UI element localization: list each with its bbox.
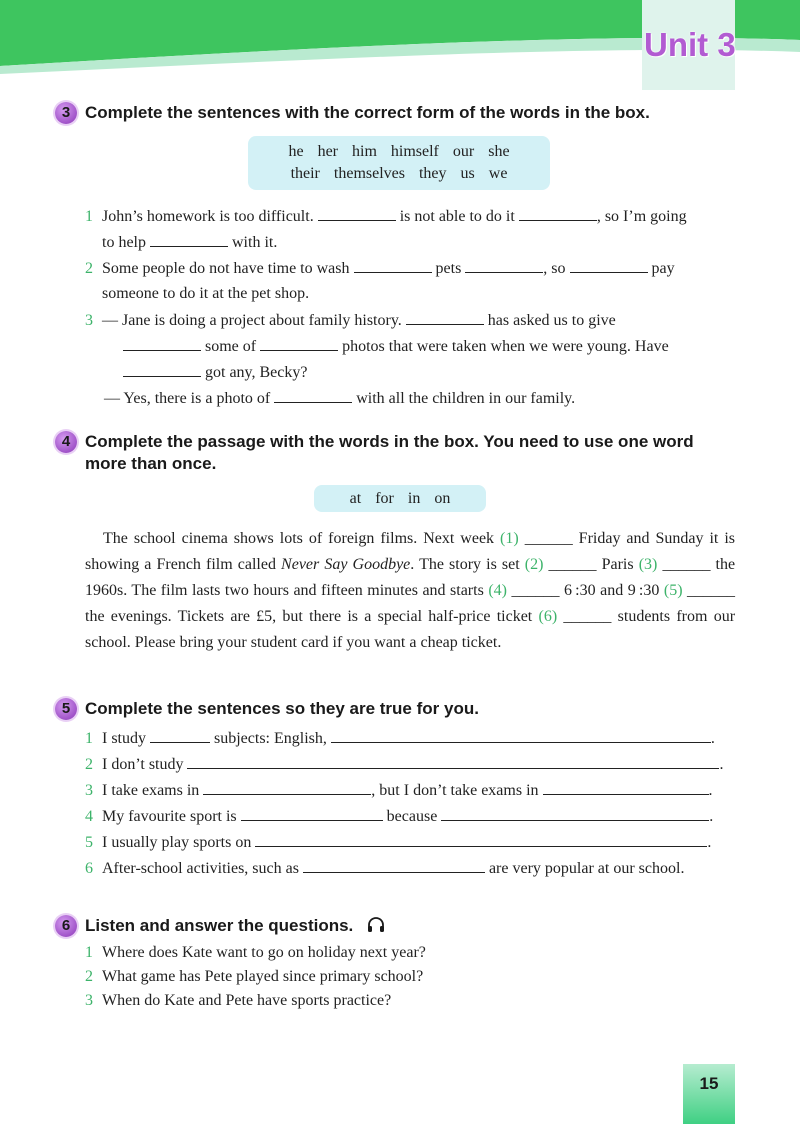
passage-text: . The story is set bbox=[410, 556, 520, 573]
box-word: in bbox=[407, 490, 421, 507]
item-number: 3 bbox=[85, 782, 93, 799]
item-number: 4 bbox=[85, 808, 93, 825]
item-text: pay bbox=[651, 260, 675, 277]
box-word: on bbox=[434, 490, 451, 507]
item-number: 1 bbox=[85, 944, 93, 961]
item-text: has asked us to give bbox=[487, 312, 616, 329]
passage-text: ______ the evenings. Tickets are £5, but there is a special half-price ticket bbox=[85, 582, 736, 625]
question-text: What game has Pete played since primary school? bbox=[102, 968, 424, 985]
answer-blank[interactable] bbox=[260, 336, 338, 351]
answer-blank[interactable] bbox=[543, 780, 709, 795]
box-word: for bbox=[375, 490, 394, 507]
box-word: we bbox=[488, 165, 508, 182]
box-word: us bbox=[460, 165, 475, 182]
item-text: John’s homework is too difficult. bbox=[102, 208, 314, 225]
s5-item-3 bbox=[85, 780, 713, 801]
item-text: , so bbox=[543, 260, 566, 277]
gap-number: (3) bbox=[638, 556, 658, 573]
s5-item-2 bbox=[85, 754, 723, 775]
item-number: 3 bbox=[85, 312, 93, 329]
headphones-icon[interactable] bbox=[366, 915, 386, 935]
question-text: When do Kate and Pete have sports practice? bbox=[102, 992, 392, 1009]
gap-number: (2) bbox=[524, 556, 544, 573]
s6-question-2 bbox=[85, 967, 423, 987]
section-3-word-box bbox=[248, 136, 550, 190]
box-word: their bbox=[290, 165, 320, 182]
item-text: . bbox=[719, 756, 724, 773]
answer-blank[interactable] bbox=[465, 258, 543, 273]
item-text: After-school activities, such as bbox=[102, 860, 299, 877]
answer-blank[interactable] bbox=[274, 388, 352, 403]
gap-number: (1) bbox=[500, 530, 519, 547]
item-text: — Yes, there is a photo of bbox=[104, 390, 271, 407]
section-4-number: 4 bbox=[55, 431, 77, 453]
passage-text: ______ Paris bbox=[548, 556, 634, 573]
section-4-title-line-1: Complete the passage with the words in the box. You need to use one word bbox=[85, 432, 694, 451]
s3-item-2-cont bbox=[102, 284, 309, 304]
section-4-word-box bbox=[314, 485, 486, 512]
s3-item-3-cont bbox=[123, 336, 669, 357]
answer-blank[interactable] bbox=[406, 310, 484, 325]
box-word: him bbox=[352, 143, 377, 160]
answer-blank[interactable] bbox=[187, 754, 719, 769]
item-text: is not able to do it bbox=[399, 208, 515, 225]
s6-question-3 bbox=[85, 991, 391, 1011]
section-3-number: 3 bbox=[55, 102, 77, 124]
gap-number: (4) bbox=[488, 582, 507, 599]
answer-blank[interactable] bbox=[570, 258, 648, 273]
film-title: Never Say Goodbye bbox=[281, 556, 411, 573]
box-word: himself bbox=[390, 143, 439, 160]
item-text: I study bbox=[102, 730, 146, 747]
section-4-passage bbox=[85, 526, 735, 656]
question-text: Where does Kate want to go on holiday next year? bbox=[102, 944, 426, 961]
passage-text: ______ 6 :30 and 9 :30 bbox=[511, 582, 660, 599]
item-text: I take exams in bbox=[102, 782, 200, 799]
answer-blank[interactable] bbox=[123, 362, 201, 377]
answer-blank[interactable] bbox=[318, 206, 396, 221]
item-text: photos that were taken when we were young. Have bbox=[342, 338, 669, 355]
box-word: our bbox=[452, 143, 475, 160]
answer-blank[interactable] bbox=[241, 806, 383, 821]
section-6-title: Listen and answer the questions. bbox=[85, 916, 354, 935]
gap-number: (5) bbox=[663, 582, 683, 599]
box-word: they bbox=[418, 165, 447, 182]
item-text: . bbox=[708, 782, 713, 799]
s3-item-3-cont2 bbox=[123, 362, 307, 383]
word-box-row-1 bbox=[248, 141, 550, 163]
passage-text: ______ Friday and Sunday it is showing a French film called bbox=[85, 530, 736, 573]
item-text: with it. bbox=[232, 234, 278, 251]
box-word: her bbox=[317, 143, 338, 160]
page-number-tab bbox=[683, 1064, 735, 1124]
item-text: . bbox=[707, 834, 712, 851]
answer-blank[interactable] bbox=[150, 728, 210, 743]
answer-blank[interactable] bbox=[203, 780, 371, 795]
answer-blank[interactable] bbox=[354, 258, 432, 273]
answer-blank[interactable] bbox=[255, 832, 707, 847]
item-text: are very popular at our school. bbox=[488, 860, 685, 877]
item-text: . bbox=[709, 808, 714, 825]
s3-item-3 bbox=[85, 310, 616, 331]
item-number: 2 bbox=[85, 260, 93, 277]
item-number: 3 bbox=[85, 992, 93, 1009]
item-text: Some people do not have time to wash bbox=[102, 260, 350, 277]
section-4-title-line-2: more than once. bbox=[85, 454, 217, 473]
section-3-title: Complete the sentences with the correct form of the words in the box. bbox=[85, 103, 650, 122]
s5-item-1 bbox=[85, 728, 715, 749]
gap-number: (6) bbox=[538, 608, 558, 625]
passage-text: ______ the 1960s. The film lasts two hours and fifteen minutes and starts bbox=[85, 556, 736, 599]
s5-item-4 bbox=[85, 806, 713, 827]
item-text: because bbox=[386, 808, 438, 825]
answer-blank[interactable] bbox=[519, 206, 597, 221]
item-text: pets bbox=[435, 260, 462, 277]
item-number: 1 bbox=[85, 208, 93, 225]
item-text: . bbox=[710, 730, 715, 747]
s3-item-3-reply bbox=[104, 388, 575, 409]
s5-item-5 bbox=[85, 832, 711, 853]
item-text: , so I’m going bbox=[596, 208, 687, 225]
section-5-number: 5 bbox=[55, 698, 77, 720]
passage-text: ______ students from our school. Please bring your student card if you want a cheap ticket. bbox=[85, 608, 736, 651]
s3-item-1-cont bbox=[102, 232, 277, 253]
item-number: 2 bbox=[85, 968, 93, 985]
item-text: , but I don’t take exams in bbox=[371, 782, 539, 799]
box-word: at bbox=[349, 490, 362, 507]
answer-blank[interactable] bbox=[441, 806, 709, 821]
s3-item-1 bbox=[85, 206, 687, 227]
answer-blank[interactable] bbox=[303, 858, 485, 873]
item-text: got any, Becky? bbox=[205, 364, 308, 381]
s6-question-1 bbox=[85, 943, 426, 963]
item-number: 2 bbox=[85, 756, 93, 773]
word-box-row-2 bbox=[248, 163, 550, 185]
unit-title: Unit 3 bbox=[644, 26, 736, 63]
box-word: themselves bbox=[333, 165, 405, 182]
item-text: with all the children in our family. bbox=[356, 390, 576, 407]
s5-item-6 bbox=[85, 858, 684, 879]
item-number: 6 bbox=[85, 860, 93, 877]
item-text: My favourite sport is bbox=[102, 808, 237, 825]
item-text: I usually play sports on bbox=[102, 834, 252, 851]
item-number: 5 bbox=[85, 834, 93, 851]
section-6-number: 6 bbox=[55, 915, 77, 937]
page-number: 15 bbox=[699, 1074, 719, 1093]
item-number: 1 bbox=[85, 730, 93, 747]
box-word: he bbox=[288, 143, 304, 160]
box-word: she bbox=[488, 143, 510, 160]
answer-blank[interactable] bbox=[150, 232, 228, 247]
s3-item-2 bbox=[85, 258, 675, 279]
item-text: to help bbox=[102, 234, 146, 251]
item-text: — Jane is doing a project about family history. bbox=[102, 312, 402, 329]
item-text: some of bbox=[205, 338, 257, 355]
answer-blank[interactable] bbox=[123, 336, 201, 351]
passage-text: The school cinema shows lots of foreign films. Next week bbox=[103, 530, 495, 547]
item-text: subjects: English, bbox=[214, 730, 327, 747]
item-text: I don’t study bbox=[102, 756, 184, 773]
section-5-title: Complete the sentences so they are true for you. bbox=[85, 699, 479, 718]
item-text: someone to do it at the pet shop. bbox=[102, 285, 310, 302]
answer-blank[interactable] bbox=[331, 728, 711, 743]
